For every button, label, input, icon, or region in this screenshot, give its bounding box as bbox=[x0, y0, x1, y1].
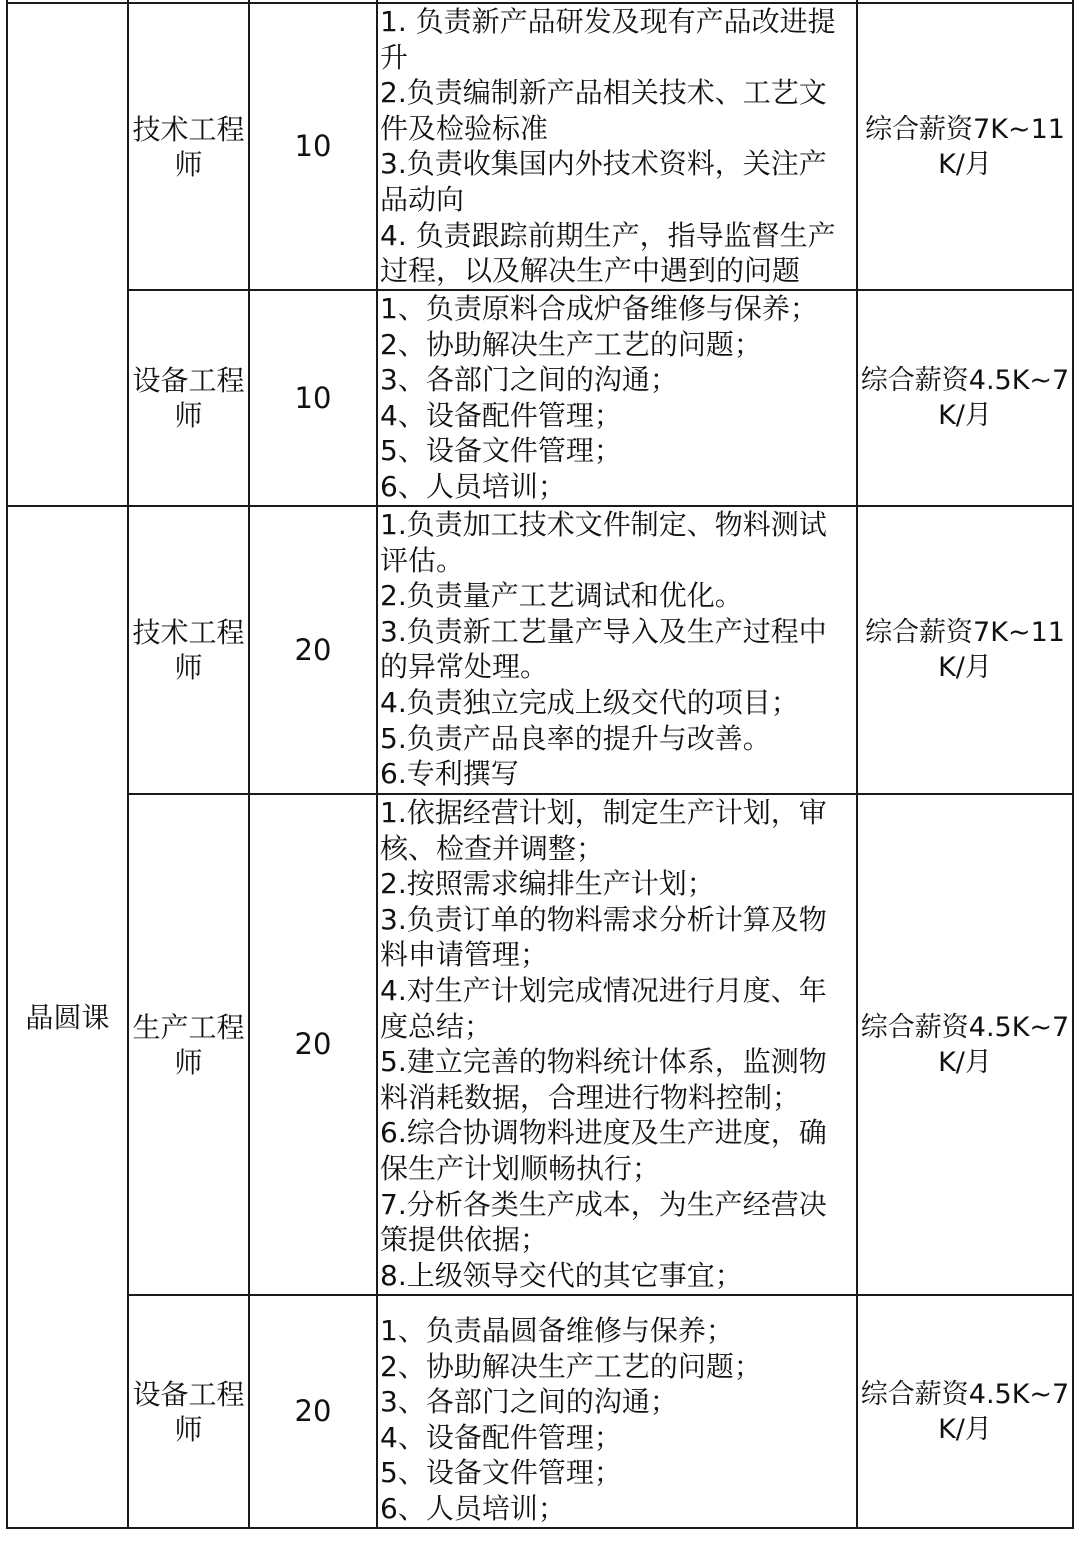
duty-line: 5、设备文件管理； bbox=[380, 434, 622, 468]
duty-line: 品动向 bbox=[380, 182, 465, 216]
position-name: 设备工程 师 bbox=[132, 1377, 245, 1446]
salary-value: 综合薪资4.5K~7 K/月 bbox=[860, 365, 1070, 431]
salary-value: 综合薪资7K~11 K/月 bbox=[865, 113, 1065, 180]
table-rule bbox=[1072, 0, 1074, 1529]
duty-line: 3、各部门之间的沟通； bbox=[380, 363, 678, 397]
duty-line: 4.负责独立完成上级交代的项目； bbox=[380, 685, 799, 719]
duty-line: 料申请管理； bbox=[380, 938, 549, 972]
duty-line: 3.负责收集国内外技术资料，关注产 bbox=[380, 147, 827, 181]
headcount-value: 20 bbox=[294, 1027, 332, 1061]
salary-value: 综合薪资4.5K~7 K/月 bbox=[860, 1378, 1070, 1445]
headcount-cell bbox=[250, 4, 376, 289]
salary-cell bbox=[858, 291, 1072, 505]
salary-cell bbox=[858, 795, 1072, 1294]
duty-line: 5、设备文件管理； bbox=[380, 1456, 622, 1490]
duty-line: 3、各部门之间的沟通； bbox=[380, 1385, 678, 1419]
duty-line: 件及检验标准 bbox=[380, 111, 549, 145]
duty-line: 1.依据经营计划，制定生产计划，审 bbox=[380, 796, 827, 829]
duty-line: 1、负责原料合成炉备维修与保养； bbox=[380, 292, 818, 325]
duty-line: 5.负责产品良率的提升与改善。 bbox=[380, 721, 771, 755]
headcount-cell bbox=[250, 291, 376, 505]
headcount-cell bbox=[250, 1296, 376, 1527]
salary-cell bbox=[858, 507, 1072, 793]
headcount-value: 20 bbox=[294, 1394, 332, 1428]
duty-line: 6.综合协调物料进度及生产进度，确 bbox=[380, 1116, 827, 1150]
headcount-cell bbox=[250, 507, 376, 793]
salary-value: 综合薪资4.5K~7 K/月 bbox=[860, 1011, 1070, 1078]
salary-value: 综合薪资7K~11 K/月 bbox=[865, 617, 1065, 683]
department-name: 晶圆课 bbox=[25, 1000, 110, 1034]
duty-line: 2、协助解决生产工艺的问题； bbox=[380, 327, 762, 361]
table-rule bbox=[6, 1527, 1074, 1529]
duties-cell bbox=[378, 291, 856, 505]
salary-cell bbox=[858, 1296, 1072, 1527]
headcount-value: 10 bbox=[294, 129, 332, 163]
duty-line: 4、设备配件管理； bbox=[380, 1420, 622, 1454]
position-name: 设备工程 师 bbox=[132, 364, 245, 432]
duty-line: 料消耗数据，合理进行物料控制； bbox=[380, 1080, 801, 1114]
duty-line: 保生产计划顺畅执行； bbox=[380, 1151, 661, 1185]
duty-line: 7.分析各类生产成本，为生产经营决 bbox=[380, 1187, 827, 1221]
salary-cell bbox=[858, 4, 1072, 289]
position-cell bbox=[129, 291, 248, 505]
duty-line: 3.负责新工艺量产导入及生产过程中 bbox=[380, 614, 827, 648]
department-cell bbox=[8, 4, 127, 505]
duty-line: 评估。 bbox=[380, 543, 465, 577]
headcount-value: 20 bbox=[294, 632, 332, 667]
duty-line: 2.负责编制新产品相关技术、工艺文 bbox=[380, 76, 827, 110]
duty-line: 4. 负责跟踪前期生产，指导监督生产 bbox=[380, 218, 836, 252]
duty-line: 1、负责晶圆备维修与保养； bbox=[380, 1314, 734, 1347]
department-cell bbox=[8, 507, 127, 1527]
duty-line: 6、人员培训； bbox=[380, 469, 566, 503]
position-cell bbox=[129, 4, 248, 289]
duty-line: 的异常处理。 bbox=[380, 650, 549, 684]
position-cell bbox=[129, 507, 248, 793]
position-name: 技术工程 师 bbox=[132, 112, 245, 181]
position-cell bbox=[129, 795, 248, 1294]
duty-line: 1. 负责新产品研发及现有产品改进提 bbox=[380, 5, 836, 38]
duties-cell bbox=[378, 4, 856, 289]
duty-line: 2.按照需求编排生产计划； bbox=[380, 867, 715, 901]
duty-line: 2、协助解决生产工艺的问题； bbox=[380, 1349, 762, 1383]
duty-line: 过程，以及解决生产中遇到的问题 bbox=[380, 254, 801, 288]
position-name: 技术工程 师 bbox=[132, 616, 245, 684]
duty-line: 3.负责订单的物料需求分析计算及物 bbox=[380, 902, 827, 936]
duty-line: 升 bbox=[380, 40, 409, 74]
duty-line: 2.负责量产工艺调试和优化。 bbox=[380, 579, 743, 613]
headcount-cell bbox=[250, 795, 376, 1294]
position-cell bbox=[129, 1296, 248, 1527]
headcount-value: 10 bbox=[294, 380, 332, 415]
duties-cell bbox=[378, 1296, 856, 1527]
duties-cell bbox=[378, 795, 856, 1294]
duty-line: 5.建立完善的物料统计体系，监测物 bbox=[380, 1045, 827, 1079]
duty-line: 度总结； bbox=[380, 1009, 493, 1043]
duty-line: 6、人员培训； bbox=[380, 1491, 566, 1525]
duty-line: 核、检查并调整； bbox=[380, 831, 605, 865]
duty-line: 4.对生产计划完成情况进行月度、年 bbox=[380, 973, 827, 1007]
duty-line: 策提供依据； bbox=[380, 1223, 549, 1257]
duty-line: 4、设备配件管理； bbox=[380, 398, 622, 432]
duty-line: 1.负责加工技术文件制定、物料测试 bbox=[380, 508, 827, 541]
duty-line: 8.上级领导交代的其它事宜； bbox=[380, 1258, 743, 1292]
duties-cell bbox=[378, 507, 856, 793]
duty-line: 6.专利撰写 bbox=[380, 757, 519, 791]
position-name: 生产工程 师 bbox=[132, 1010, 245, 1079]
